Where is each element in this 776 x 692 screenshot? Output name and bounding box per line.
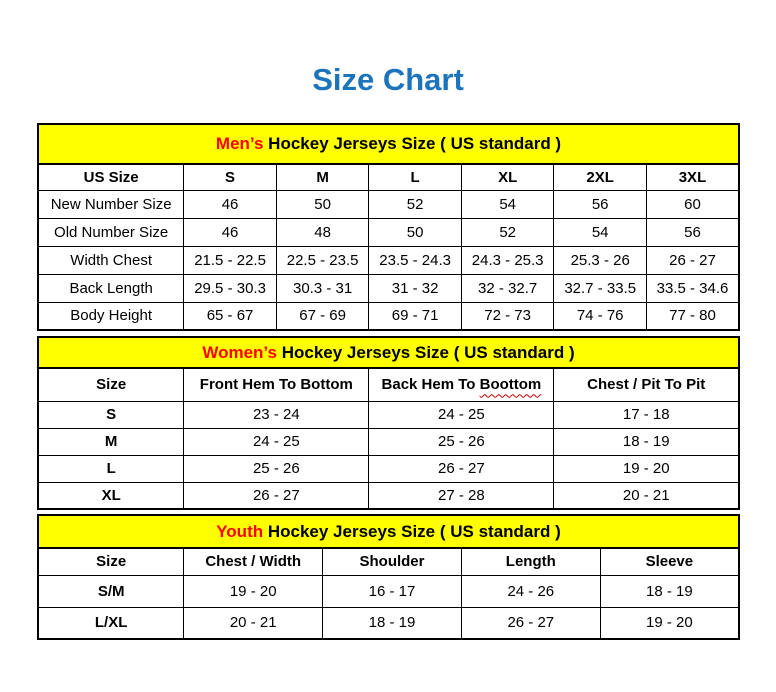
size-value-cell: 18 - 19 [554, 428, 739, 455]
size-value-cell: 74 - 76 [554, 302, 647, 330]
size-value-cell: 25.3 - 26 [554, 246, 647, 274]
size-value-cell: 65 - 67 [184, 302, 277, 330]
table-row [38, 246, 739, 274]
size-value-cell: 26 - 27 [184, 482, 369, 509]
size-value-cell: 54 [554, 218, 647, 246]
table-row [38, 274, 739, 302]
size-value-cell: 25 - 26 [184, 455, 369, 482]
size-value-cell: 50 [369, 218, 462, 246]
page-title: Size Chart [312, 62, 464, 97]
size-value-cell: 30.3 - 31 [276, 274, 369, 302]
womens-banner-text: Hockey Jerseys Size ( US standard ) [276, 342, 575, 362]
mens-section [37, 123, 740, 331]
size-value-cell: 20 - 21 [554, 482, 739, 509]
size-value-cell: 23 - 24 [184, 401, 369, 428]
size-value-cell: 77 - 80 [646, 302, 739, 330]
size-value-cell: 46 [184, 190, 277, 218]
column-header: Sleeve [600, 548, 739, 575]
row-label: New Number Size [38, 190, 184, 218]
size-value-cell: 54 [461, 190, 554, 218]
womens-header-row [38, 368, 739, 401]
size-value-cell: 19 - 20 [184, 575, 323, 607]
row-label: S/M [38, 575, 184, 607]
table-row [38, 302, 739, 330]
youth-banner-highlight: Youth [216, 521, 264, 541]
size-value-cell: 69 - 71 [369, 302, 462, 330]
womens-banner-highlight: Women’s [202, 342, 277, 362]
row-label: Width Chest [38, 246, 184, 274]
misspelled-word: Boottom [479, 376, 542, 394]
size-value-cell: 33.5 - 34.6 [646, 274, 739, 302]
column-header: 3XL [646, 164, 739, 190]
column-header: Size [38, 548, 184, 575]
youth-section [37, 514, 740, 640]
row-label: Back Length [38, 274, 184, 302]
size-value-cell: 20 - 21 [184, 607, 323, 639]
row-label: Old Number Size [38, 218, 184, 246]
size-value-cell: 27 - 28 [369, 482, 554, 509]
mens-banner [37, 123, 740, 163]
size-value-cell: 60 [646, 190, 739, 218]
youth-header-row [38, 548, 739, 575]
column-header: Front Hem To Bottom [184, 368, 369, 401]
mens-size-table [37, 163, 740, 331]
column-header: 2XL [554, 164, 647, 190]
youth-size-table [37, 547, 740, 640]
row-label: L/XL [38, 607, 184, 639]
size-value-cell: 23.5 - 24.3 [369, 246, 462, 274]
column-header [369, 368, 554, 401]
size-value-cell: 26 - 27 [646, 246, 739, 274]
table-row [38, 575, 739, 607]
size-value-cell: 22.5 - 23.5 [276, 246, 369, 274]
youth-banner [37, 514, 740, 547]
size-value-cell: 31 - 32 [369, 274, 462, 302]
size-value-cell: 24 - 25 [184, 428, 369, 455]
column-header: US Size [38, 164, 184, 190]
womens-size-table [37, 367, 740, 510]
mens-banner-highlight: Men’s [215, 134, 264, 153]
column-header: Chest / Pit To Pit [554, 368, 739, 401]
size-value-cell: 26 - 27 [369, 455, 554, 482]
size-value-cell: 32.7 - 33.5 [554, 274, 647, 302]
size-value-cell: 72 - 73 [461, 302, 554, 330]
column-header: Chest / Width [184, 548, 323, 575]
size-value-cell: 67 - 69 [276, 302, 369, 330]
size-value-cell: 48 [276, 218, 369, 246]
row-label: L [38, 455, 184, 482]
size-value-cell: 25 - 26 [369, 428, 554, 455]
size-value-cell: 56 [554, 190, 647, 218]
womens-section [37, 336, 740, 510]
column-header-text: Back Hem To [381, 376, 480, 394]
size-value-cell: 29.5 - 30.3 [184, 274, 277, 302]
column-header: S [184, 164, 277, 190]
table-row [38, 482, 739, 509]
row-label: S [38, 401, 184, 428]
size-value-cell: 16 - 17 [323, 575, 462, 607]
column-header: Size [38, 368, 184, 401]
column-header: M [276, 164, 369, 190]
size-value-cell: 17 - 18 [554, 401, 739, 428]
size-value-cell: 50 [276, 190, 369, 218]
table-row [38, 218, 739, 246]
mens-header-row [38, 164, 739, 190]
size-value-cell: 46 [184, 218, 277, 246]
size-value-cell: 19 - 20 [600, 607, 739, 639]
row-label: Body Height [38, 302, 184, 330]
size-value-cell: 24 - 26 [461, 575, 600, 607]
mens-banner-text: Hockey Jerseys Size ( US standard ) [263, 134, 562, 153]
size-value-cell: 21.5 - 22.5 [184, 246, 277, 274]
size-value-cell: 24 - 25 [369, 401, 554, 428]
table-row [38, 455, 739, 482]
row-label: M [38, 428, 184, 455]
column-header: L [369, 164, 462, 190]
table-row [38, 190, 739, 218]
column-header: Shoulder [323, 548, 462, 575]
size-value-cell: 52 [461, 218, 554, 246]
column-header: XL [461, 164, 554, 190]
size-value-cell: 26 - 27 [461, 607, 600, 639]
tables-wrap [37, 123, 740, 640]
table-row [38, 401, 739, 428]
table-row [38, 607, 739, 639]
column-header: Length [461, 548, 600, 575]
size-value-cell: 19 - 20 [554, 455, 739, 482]
size-value-cell: 18 - 19 [600, 575, 739, 607]
size-value-cell: 24.3 - 25.3 [461, 246, 554, 274]
womens-banner [37, 336, 740, 367]
size-value-cell: 32 - 32.7 [461, 274, 554, 302]
size-value-cell: 52 [369, 190, 462, 218]
youth-banner-text: Hockey Jerseys Size ( US standard ) [263, 521, 561, 541]
row-label: XL [38, 482, 184, 509]
table-row [38, 428, 739, 455]
size-value-cell: 56 [646, 218, 739, 246]
size-value-cell: 18 - 19 [323, 607, 462, 639]
